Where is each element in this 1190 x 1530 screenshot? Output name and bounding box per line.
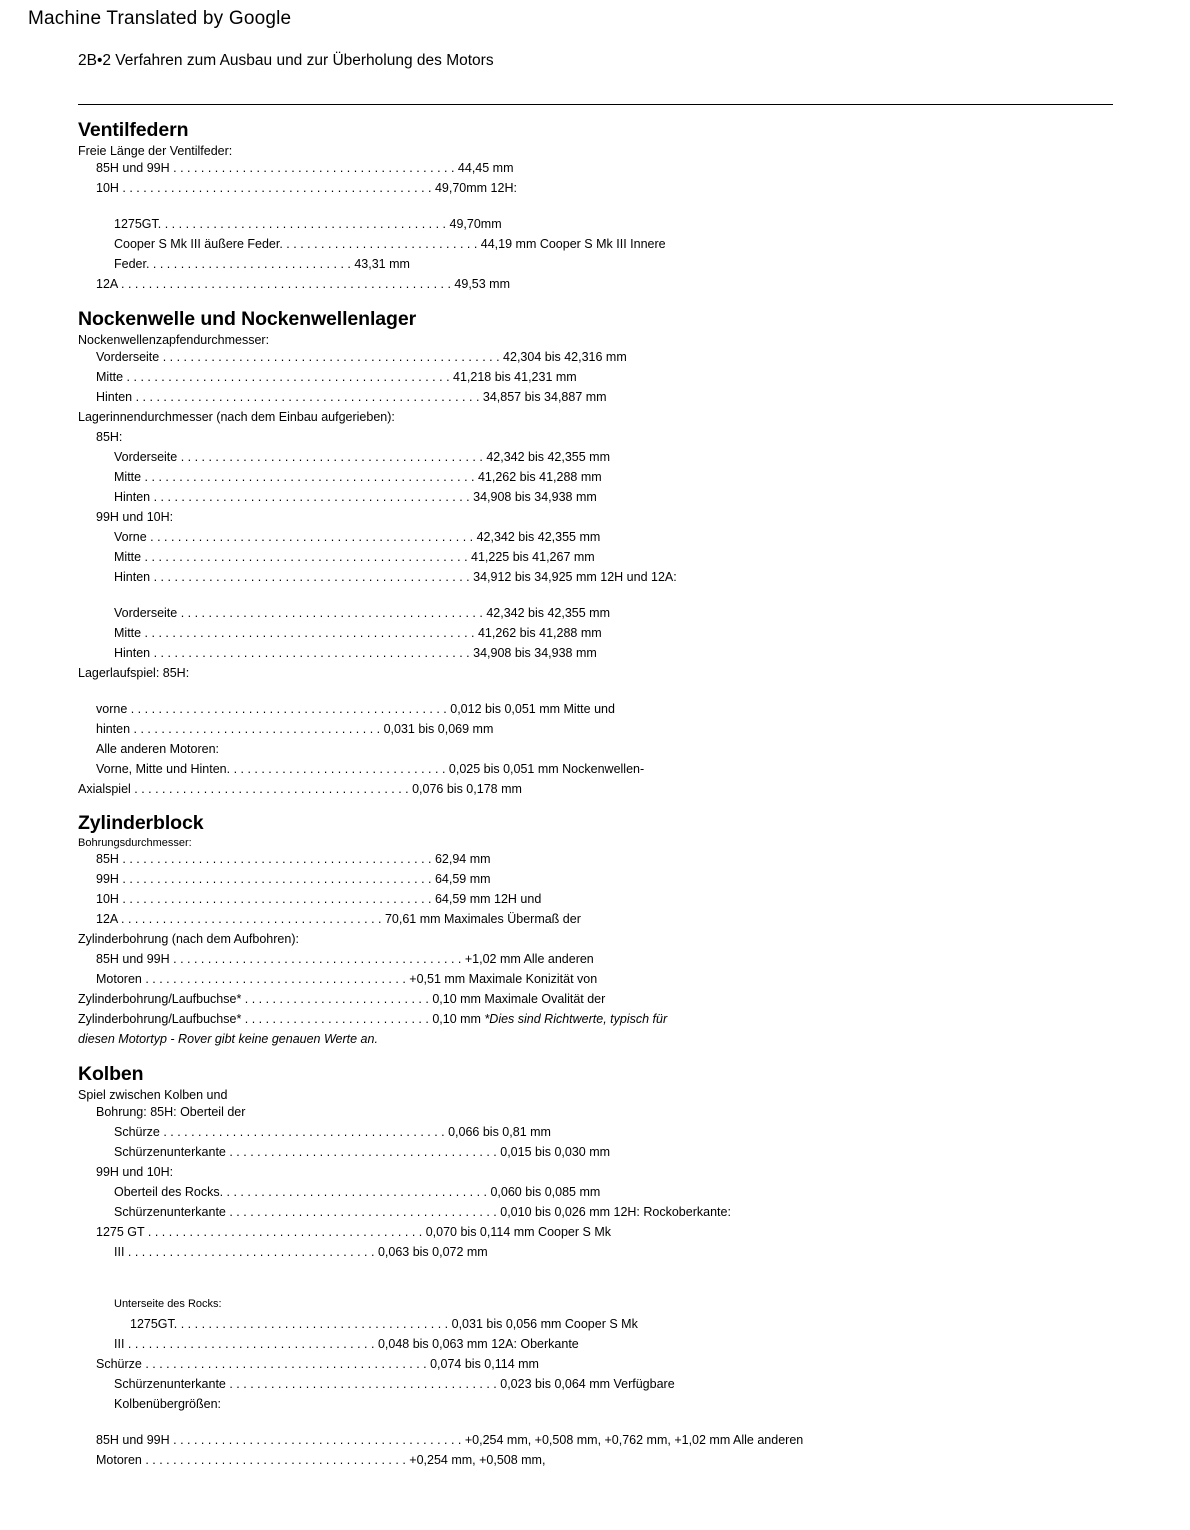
spec-line: 99H und 10H: (96, 1164, 174, 1179)
spec-line: Schürzenunterkante . . . . . . . . . . . . . . . . . . . . . . . . . . . . . . . . . . . . . . . 0,015 bis 0,030 mm (114, 1144, 611, 1159)
spec-line: Hinten . . . . . . . . . . . . . . . . . . . . . . . . . . . . . . . . . . . . . . . . . . . . . . . . . . 34,857 bis 34,887 mm (96, 389, 607, 404)
spec-line: Alle anderen Motoren: (96, 741, 219, 756)
spec-line: 85H und 99H . . . . . . . . . . . . . . . . . . . . . . . . . . . . . . . . . . . . . . . . . 44,45 mm (96, 161, 514, 175)
spec-line: 1275 GT . . . . . . . . . . . . . . . . . . . . . . . . . . . . . . . . . . . . . . . . 0,070 bis 0,114 mm Cooper S Mk (96, 1224, 611, 1239)
document-content (78, 52, 1113, 1471)
section-heading: Zylinderblock (78, 812, 204, 834)
spec-line: 85H und 99H . . . . . . . . . . . . . . . . . . . . . . . . . . . . . . . . . . . . . . . . . . +0,254 mm, +0,508 mm, +0,762 mm, +1,02 mm Alle anderen (96, 1432, 804, 1447)
spec-line: Schürzenunterkante . . . . . . . . . . . . . . . . . . . . . . . . . . . . . . . . . . . . . . . 0,010 bis 0,026 mm 12H: Rockoberkante: (114, 1204, 731, 1219)
spec-line: diesen Motortyp - Rover gibt keine genauen Werte an. (78, 1032, 378, 1046)
spec-line: Feder. . . . . . . . . . . . . . . . . . . . . . . . . . . . . . 43,31 mm (114, 257, 410, 271)
spec-line: vorne . . . . . . . . . . . . . . . . . . . . . . . . . . . . . . . . . . . . . . . . . . . . . . 0,012 bis 0,051 mm Mitte und (96, 701, 615, 716)
document-section (78, 812, 1113, 1049)
spec-line: Hinten . . . . . . . . . . . . . . . . . . . . . . . . . . . . . . . . . . . . . . . . . . . . . . 34,912 bis 34,925 mm 12H und 12A: (114, 569, 677, 584)
spec-line: Vorne . . . . . . . . . . . . . . . . . . . . . . . . . . . . . . . . . . . . . . . . . . . . . . . 42,342 bis 42,355 mm (114, 529, 601, 544)
spec-line: 10H . . . . . . . . . . . . . . . . . . . . . . . . . . . . . . . . . . . . . . . . . . . . . 49,70mm 12H: (96, 181, 517, 195)
spec-line: Schürze . . . . . . . . . . . . . . . . . . . . . . . . . . . . . . . . . . . . . . . . . 0,074 bis 0,114 mm (96, 1356, 539, 1371)
spacer (78, 684, 1113, 700)
spec-line: 85H: (96, 429, 123, 444)
spec-line: Motoren . . . . . . . . . . . . . . . . . . . . . . . . . . . . . . . . . . . . . . +0,51 mm Maximale Konizität von (96, 972, 598, 986)
spec-line: III . . . . . . . . . . . . . . . . . . . . . . . . . . . . . . . . . . . . 0,063 bis 0,072 mm (114, 1244, 488, 1259)
spec-line: 12A . . . . . . . . . . . . . . . . . . . . . . . . . . . . . . . . . . . . . . 70,61 mm Maximales Übermaß der (96, 912, 581, 926)
spec-line: Lagerinnendurchmesser (nach dem Einbau aufgerieben): (78, 409, 395, 424)
spec-line: Vorderseite . . . . . . . . . . . . . . . . . . . . . . . . . . . . . . . . . . . . . . . . . . . . . . . . . 42,304 bis 42,316 mm (96, 349, 627, 364)
spec-line: Mitte . . . . . . . . . . . . . . . . . . . . . . . . . . . . . . . . . . . . . . . . . . . . . . . . 41,262 bis 41,288 mm (114, 625, 602, 640)
sections-container (78, 119, 1113, 1469)
section-heading: Kolben (78, 1062, 144, 1085)
spec-line: Motoren . . . . . . . . . . . . . . . . . . . . . . . . . . . . . . . . . . . . . . +0,254 mm, +0,508 mm, (96, 1452, 546, 1467)
spec-line: Cooper S Mk III äußere Feder. . . . . . . . . . . . . . . . . . . . . . . . . . . . . 44,19 mm Cooper S Mk III Innere (114, 237, 666, 251)
section-heading: Ventilfedern (78, 119, 189, 141)
spacer (78, 1279, 1113, 1295)
spec-line: Mitte . . . . . . . . . . . . . . . . . . . . . . . . . . . . . . . . . . . . . . . . . . . . . . . . 41,262 bis 41,288 mm (114, 469, 602, 484)
spec-line: Zylinderbohrung (nach dem Aufbohren): (78, 932, 299, 946)
spec-line: hinten . . . . . . . . . . . . . . . . . . . . . . . . . . . . . . . . . . . . 0,031 bis 0,069 mm (96, 721, 494, 736)
spec-line: Vorderseite . . . . . . . . . . . . . . . . . . . . . . . . . . . . . . . . . . . . . . . . . . . . 42,342 bis 42,355 mm (114, 605, 611, 620)
spacer (78, 1415, 1113, 1431)
spacer (78, 1263, 1113, 1279)
spec-line: Hinten . . . . . . . . . . . . . . . . . . . . . . . . . . . . . . . . . . . . . . . . . . . . . . 34,908 bis 34,938 mm (114, 489, 597, 504)
spec-line: Vorne, Mitte und Hinten. . . . . . . . . . . . . . . . . . . . . . . . . . . . . . . . 0,025 bis 0,051 mm Nockenwellen- (96, 761, 645, 776)
spec-line (78, 1010, 1113, 1029)
spec-line: Zylinderbohrung/Laufbuchse* . . . . . . . . . . . . . . . . . . . . . . . . . . . 0,10 mm Maximale Ovalität der (78, 992, 606, 1006)
spec-line: Schürzenunterkante . . . . . . . . . . . . . . . . . . . . . . . . . . . . . . . . . . . . . . . 0,023 bis 0,064 mm Verfügbare (114, 1376, 675, 1391)
page-header: 2B•2 Verfahren zum Ausbau und zur Überholung des Motors (78, 52, 494, 69)
spec-line: Lagerlaufspiel: 85H: (78, 665, 190, 680)
spec-line: 85H und 99H . . . . . . . . . . . . . . . . . . . . . . . . . . . . . . . . . . . . . . . . . . +1,02 mm Alle anderen (96, 952, 594, 966)
spec-line: Kolbenübergrößen: (114, 1396, 222, 1411)
spec-line: 99H und 10H: (96, 509, 174, 524)
section-caption: Nockenwellenzapfendurchmesser: (78, 332, 270, 347)
spec-line: Mitte . . . . . . . . . . . . . . . . . . . . . . . . . . . . . . . . . . . . . . . . . . . . . . . 41,218 bis 41,231 mm (96, 369, 577, 384)
spec-line: 10H . . . . . . . . . . . . . . . . . . . . . . . . . . . . . . . . . . . . . . . . . . . . . 64,59 mm 12H und (96, 892, 542, 906)
document-section (78, 1063, 1113, 1470)
spec-line: Axialspiel . . . . . . . . . . . . . . . . . . . . . . . . . . . . . . . . . . . . . . . . 0,076 bis 0,178 mm (78, 781, 522, 796)
section-caption: Spiel zwischen Kolben und (78, 1087, 228, 1102)
section-heading: Nockenwelle und Nockenwellenlager (78, 307, 417, 330)
spacer (78, 588, 1113, 604)
header-divider (78, 104, 1113, 105)
spec-line: 85H . . . . . . . . . . . . . . . . . . . . . . . . . . . . . . . . . . . . . . . . . . . . . 62,94 mm (96, 852, 491, 866)
spec-line: III . . . . . . . . . . . . . . . . . . . . . . . . . . . . . . . . . . . . 0,048 bis 0,063 mm 12A: Oberkante (114, 1336, 579, 1351)
spec-line: 1275GT. . . . . . . . . . . . . . . . . . . . . . . . . . . . . . . . . . . . . . . . . . 49,70mm (114, 217, 502, 231)
section-caption: Freie Länge der Ventilfeder: (78, 144, 233, 158)
spacer (78, 199, 1113, 215)
document-section (78, 308, 1113, 799)
spec-line: Vorderseite . . . . . . . . . . . . . . . . . . . . . . . . . . . . . . . . . . . . . . . . . . . . 42,342 bis 42,355 mm (114, 449, 611, 464)
spec-line: Bohrung: 85H: Oberteil der (96, 1104, 246, 1119)
spec-line: Schürze . . . . . . . . . . . . . . . . . . . . . . . . . . . . . . . . . . . . . . . . . 0,066 bis 0,81 mm (114, 1124, 551, 1139)
spec-line: Hinten . . . . . . . . . . . . . . . . . . . . . . . . . . . . . . . . . . . . . . . . . . . . . . 34,908 bis 34,938 mm (114, 645, 597, 660)
spec-line-footnote: *Dies sind Richtwerte, typisch für (484, 1012, 668, 1026)
spec-line: 99H . . . . . . . . . . . . . . . . . . . . . . . . . . . . . . . . . . . . . . . . . . . . . 64,59 mm (96, 872, 491, 886)
document-section (78, 119, 1113, 294)
section-caption: Bohrungsdurchmesser: (78, 837, 192, 849)
machine-translation-watermark: Machine Translated by Google (28, 8, 292, 29)
spec-line: 1275GT. . . . . . . . . . . . . . . . . . . . . . . . . . . . . . . . . . . . . . . . 0,031 bis 0,056 mm Cooper S Mk (130, 1316, 638, 1331)
spec-line: Mitte . . . . . . . . . . . . . . . . . . . . . . . . . . . . . . . . . . . . . . . . . . . . . . . 41,225 bis 41,267 mm (114, 549, 595, 564)
spec-line: 12A . . . . . . . . . . . . . . . . . . . . . . . . . . . . . . . . . . . . . . . . . . . . . . . . 49,53 mm (96, 277, 511, 291)
spec-line: Unterseite des Rocks: (114, 1297, 222, 1310)
spec-line: Oberteil des Rocks. . . . . . . . . . . . . . . . . . . . . . . . . . . . . . . . . . . . . . . 0,060 bis 0,085 mm (114, 1184, 601, 1199)
spec-line-text: Zylinderbohrung/Laufbuchse* . . . . . . . . . . . . . . . . . . . . . . . . . . . 0,10 mm (78, 1012, 485, 1026)
